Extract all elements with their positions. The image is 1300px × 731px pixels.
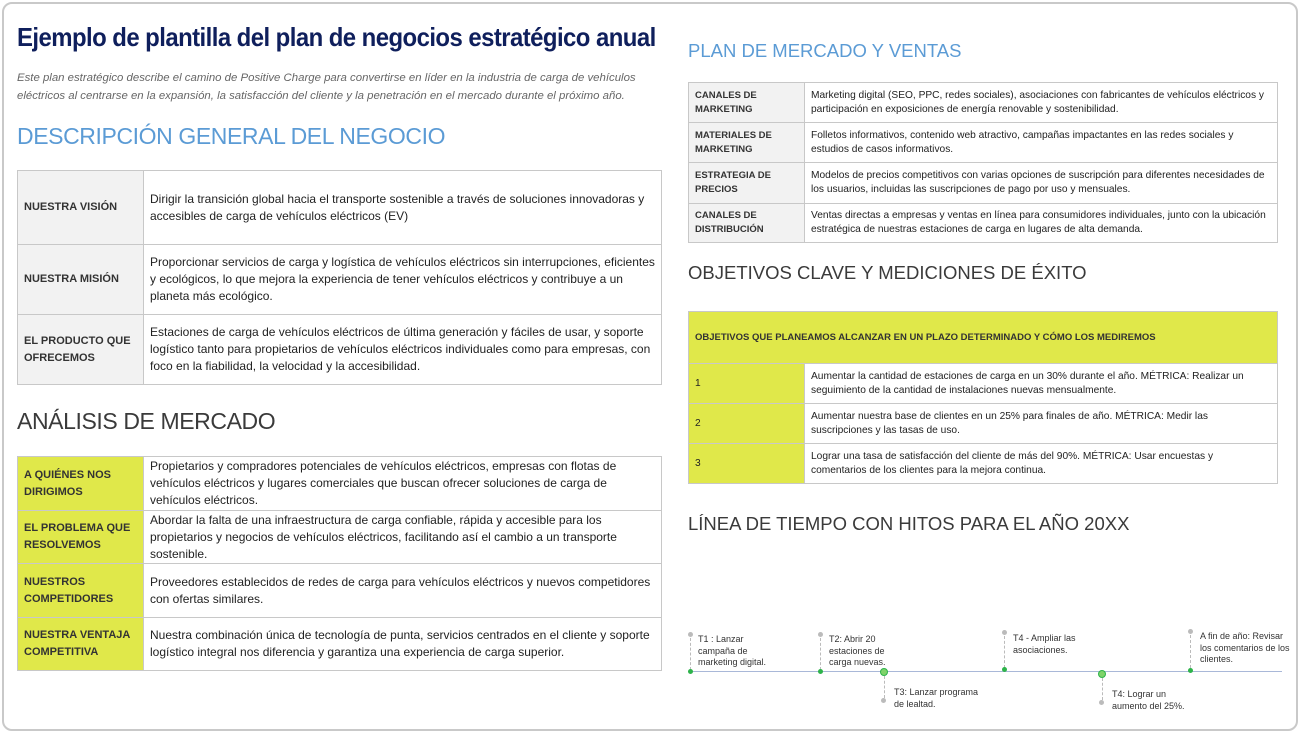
milestone-marker <box>1002 630 1007 635</box>
milestone-dot <box>818 669 823 674</box>
table-row <box>689 83 1278 123</box>
milestone-stem <box>884 676 885 698</box>
milestone-label: T4: Lograr un aumento del 25%. <box>1112 689 1185 711</box>
row-text: Marketing digital (SEO, PPC, redes sociales), asociaciones con fabricantes de vehículos eléctricos y participación en exposiciones de energía renovable y sostenibilidad. <box>805 83 1278 123</box>
row-text: Aumentar nuestra base de clientes en un 25% para finales de año. MÉTRICA: Medir las suscripciones y las tasas de uso. <box>805 404 1278 444</box>
row-number: 3 <box>689 444 805 484</box>
milestone-stem <box>1102 678 1103 700</box>
table-row <box>18 618 662 671</box>
row-text: Modelos de precios competitivos con varias opciones de suscripción para diferentes necesidades de los usuarios, incluidas las suscripciones de pago por uso y mensuales. <box>805 163 1278 204</box>
row-text: Propietarios y compradores potenciales de vehículos eléctricos, empresas con flotas de vehículos eléctricos y lugares comerciales que buscan ofrecer soluciones de carga de vehículos eléctricos. <box>144 457 662 511</box>
table-row <box>689 444 1278 484</box>
milestone-dot <box>1098 670 1106 678</box>
objectives-heading: OBJETIVOS CLAVE Y MEDICIONES DE ÉXITO <box>688 262 1087 283</box>
table-row <box>18 315 662 385</box>
table-row <box>689 123 1278 163</box>
row-label: CANALES DE DISTRIBUCIÓN <box>689 204 805 243</box>
row-label: NUESTRA VENTAJA COMPETITIVA <box>18 618 144 671</box>
row-text: Proveedores establecidos de redes de carga para vehículos eléctricos y nuevos competidores con ofertas similares. <box>144 564 662 618</box>
timeline-heading: LÍNEA DE TIEMPO CON HITOS PARA EL AÑO 20XX <box>688 513 1130 534</box>
table-header-row <box>689 312 1278 364</box>
row-label: CANALES DE MARKETING <box>689 83 805 123</box>
milestone-label: T4 - Ampliar las asociaciones. <box>1013 633 1076 655</box>
milestone-marker <box>688 632 693 637</box>
market-table <box>17 456 662 671</box>
milestone-stem <box>1004 636 1005 668</box>
row-text: Proporcionar servicios de carga y logística de vehículos eléctricos sin interrupciones, eficientes y ecológicos, lo que mejora la experiencia de tener vehículos eléctricos y contribuye a un planeta más ecológico. <box>144 245 662 315</box>
table-row <box>18 511 662 564</box>
milestone-marker <box>1099 700 1104 705</box>
milestone-label: A fin de año: Revisar los comentarios de los clientes. <box>1200 631 1290 664</box>
row-label: NUESTRA MISIÓN <box>18 245 144 315</box>
milestone-label: T1 : Lanzar campaña de marketing digital. <box>698 634 767 667</box>
page-title: Ejemplo de plantilla del plan de negocios estratégico anual <box>17 22 656 52</box>
table-row <box>18 564 662 618</box>
row-number: 2 <box>689 404 805 444</box>
row-number: 1 <box>689 364 805 404</box>
milestone-marker <box>1188 629 1193 634</box>
objectives-table <box>688 311 1278 484</box>
row-text: Folletos informativos, contenido web atractivo, campañas impactantes en las redes sociales y estudios de casos informativos. <box>805 123 1278 163</box>
row-text: Estaciones de carga de vehículos eléctricos de última generación y fáciles de usar, y soporte logístico tanto para propietarios de vehículos eléctricos individuales como para empresas, con foco en la fiabilidad, la velocidad y la accesibilidad. <box>144 315 662 385</box>
market-heading: ANÁLISIS DE MERCADO <box>17 408 276 434</box>
milestone-dot <box>1002 667 1007 672</box>
page-subtitle: Este plan estratégico describe el camino de Positive Charge para convertirse en líder en la industria de carga de vehículos eléctricos al centrarse en la expansión, la satisfacción del cliente y la penetración en el mercado durante el próximo año. <box>17 72 636 102</box>
milestone-marker <box>881 698 886 703</box>
row-text: Abordar la falta de una infraestructura de carga confiable, rápida y accesible para los propietarios y negocios de vehículos eléctricos, facilitando así el cambio a un transporte sostenible. <box>144 511 662 564</box>
row-label: ESTRATEGIA DE PRECIOS <box>689 163 805 204</box>
row-label: EL PROBLEMA QUE RESOLVEMOS <box>18 511 144 564</box>
milestone-label: T3: Lanzar programa de lealtad. <box>894 687 979 709</box>
table-row <box>689 204 1278 243</box>
row-text: Aumentar la cantidad de estaciones de carga en un 30% durante el año. MÉTRICA: Realizar un seguimiento de la cantidad de instalaciones nuevas mensualmente. <box>805 364 1278 404</box>
overview-table <box>17 170 662 385</box>
row-text: Ventas directas a empresas y ventas en línea para consumidores individuales, junto con la ubicación estratégica de nuestras estaciones de carga en lugares de alta demanda. <box>805 204 1278 243</box>
table-row <box>18 457 662 511</box>
row-text: Lograr una tasa de satisfacción del cliente de más del 90%. MÉTRICA: Usar encuestas y comentarios de los clientes para la mejora continua. <box>805 444 1278 484</box>
row-label: EL PRODUCTO QUE OFRECEMOS <box>18 315 144 385</box>
row-label: NUESTROS COMPETIDORES <box>18 564 144 618</box>
sales-table <box>688 82 1278 243</box>
overview-heading: DESCRIPCIÓN GENERAL DEL NEGOCIO <box>17 123 446 149</box>
milestone-dot <box>1188 668 1193 673</box>
table-row <box>18 171 662 245</box>
table-row <box>689 163 1278 204</box>
milestone-stem <box>820 638 821 670</box>
row-label: MATERIALES DE MARKETING <box>689 123 805 163</box>
row-label: A QUIÉNES NOS DIRIGIMOS <box>18 457 144 511</box>
sales-heading: PLAN DE MERCADO Y VENTAS <box>688 40 962 61</box>
milestone-dot <box>880 668 888 676</box>
table-row <box>689 364 1278 404</box>
objectives-header: OBJETIVOS QUE PLANEAMOS ALCANZAR EN UN PLAZO DETERMINADO Y CÓMO LOS MEDIREMOS <box>689 312 1278 364</box>
milestone-label: T2: Abrir 20 estaciones de carga nuevas. <box>829 634 886 667</box>
milestone-dot <box>688 669 693 674</box>
row-label: NUESTRA VISIÓN <box>18 171 144 245</box>
table-row <box>689 404 1278 444</box>
milestone-marker <box>818 632 823 637</box>
row-text: Nuestra combinación única de tecnología de punta, servicios centrados en el cliente y soporte logístico integral nos diferencia y garantiza una experiencia de carga superior. <box>144 618 662 671</box>
milestone-stem <box>1190 635 1191 668</box>
milestone-stem <box>690 638 691 670</box>
table-row <box>18 245 662 315</box>
row-text: Dirigir la transición global hacia el transporte sostenible a través de soluciones innovadoras y accesibles de carga de vehículos eléctricos (EV) <box>144 171 662 245</box>
